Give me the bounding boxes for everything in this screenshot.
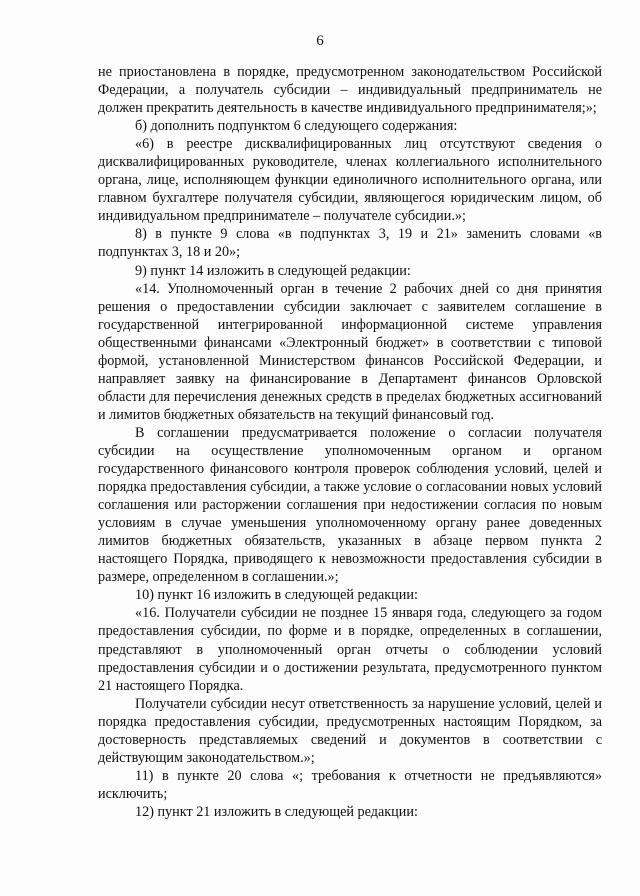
paragraph: «16. Получатели субсидии не позднее 15 января года, следующего за годом предоставления субсидии, по форме и в порядке, определенных в соглашении, представляют в уполномоченный орган отчеты о соблюдении условий предоставления субсидии и о достижении результата, предусмотренного пунктом 21 настоящего Порядка. xyxy=(98,605,602,694)
paragraph: В соглашении предусматривается положение о согласии получателя субсидии на осуществление уполномоченным органом и органом государственного финансового контроля проверок соблюдения условий, целей и порядка предоставления субсидии, а также условие о согласовании новых условий соглашения или расторжении соглашения при недостижении согласия по новым условиям в случае уменьшения уполномоченному органу ранее доведенных лимитов бюджетных обязательств, указанных в абзаце первом пункта 2 настоящего Порядка, приводящего к невозможности предоставления субсидии в размере, определенном в соглашении.»; xyxy=(98,424,602,586)
paragraph: 12) пункт 21 изложить в следующей редакции: xyxy=(135,803,418,820)
paragraph: 10) пункт 16 изложить в следующей редакции: xyxy=(135,587,418,604)
paragraph: Получатели субсидии несут ответственность за нарушение условий, целей и порядка предоставления субсидии, предусмотренных настоящим Порядком, за достоверность представляемых сведений и документов в соответствии с действующим законодательством.»; xyxy=(98,695,602,766)
paragraph: 9) пункт 14 изложить в следующей редакции: xyxy=(135,262,411,279)
paragraph: «6) в реестре дисквалифицированных лиц отсутствуют сведения о дисквалифицированных руководителе, членах коллегиального исполнительного органа, лице, исполняющем функции единоличного исполнительного органа, или главном бухгалтере получателя субсидии, являющегося юридическим лицом, об индивидуальном предпринимателе – получателе субсидии.»; xyxy=(98,136,602,225)
page-number: 6 xyxy=(316,33,324,49)
document-body xyxy=(98,63,602,821)
paragraph: б) дополнить подпунктом 6 следующего содержания: xyxy=(135,118,458,135)
paragraph: 8) в пункте 9 слова «в подпунктах 3, 19 и 21» заменить словами «в подпунктах 3, 18 и 20»; xyxy=(98,226,602,261)
paragraph: не приостановлена в порядке, предусмотренном законодательством Российской Федерации, а получатель субсидии – индивидуальный предприниматель не должен прекратить деятельность в качестве индивидуального предпринимателя;»; xyxy=(98,64,602,117)
paragraph: 11) в пункте 20 слова «; требования к отчетности не предъявляются» исключить; xyxy=(98,767,602,802)
paragraph: «14. Уполномоченный орган в течение 2 рабочих дней со дня принятия решения о предоставлении субсидии заключает с заявителем соглашение в государственной интегрированной информационной системе управления общественными финансами «Электронный бюджет» в соответствии с типовой формой, установленной Министерством финансов Российской Федерации, и направляет заявку на финансирование в Департамент финансов Орловской области для перечисления денежных средств в пределах бюджетных ассигнований и лимитов бюджетных обязательств на текущий финансовый год. xyxy=(98,280,602,423)
